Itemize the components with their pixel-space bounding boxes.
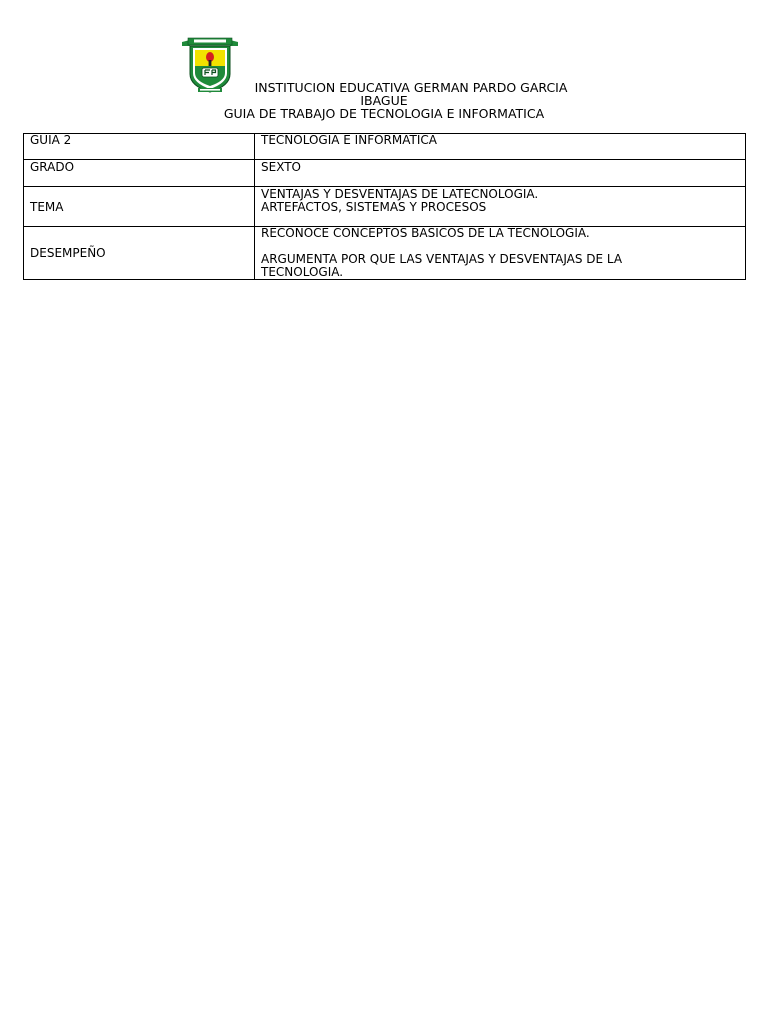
- table-row: [24, 187, 746, 227]
- city-name: IBAGUE: [360, 93, 408, 108]
- row-label: GUIA 2: [24, 134, 255, 160]
- guide-info-table: [23, 133, 746, 280]
- value-line: TECNOLOGIA.: [261, 265, 344, 279]
- row-label: GRADO: [24, 160, 255, 187]
- row-label: DESEMPEÑO: [24, 227, 255, 280]
- row-value: [255, 227, 746, 280]
- row-value: SEXTO: [255, 160, 746, 187]
- table-row: [24, 134, 746, 160]
- value-line: ARTEFACTOS, SISTEMAS Y PROCESOS: [261, 200, 487, 214]
- row-value: [255, 187, 746, 227]
- document-subtitle: GUIA DE TRABAJO DE TECNOLOGIA E INFORMATICA: [223, 106, 545, 121]
- row-value: TECNOLOGIA E INFORMATICA: [255, 134, 746, 160]
- value-line: VENTAJAS Y DESVENTAJAS DE LATECNOLOGIA.: [261, 187, 539, 201]
- school-name: INSTITUCION EDUCATIVA GERMAN PARDO GARCIA: [254, 80, 568, 95]
- value-line: RECONOCE CONCEPTOS BASICOS DE LA TECNOLOGIA.: [261, 226, 590, 240]
- value-line: ARGUMENTA POR QUE LAS VENTAJAS Y DESVENTAJAS DE LA: [261, 252, 623, 266]
- table-row: [24, 160, 746, 187]
- row-label: TEMA: [24, 187, 255, 227]
- table-row: [24, 227, 746, 280]
